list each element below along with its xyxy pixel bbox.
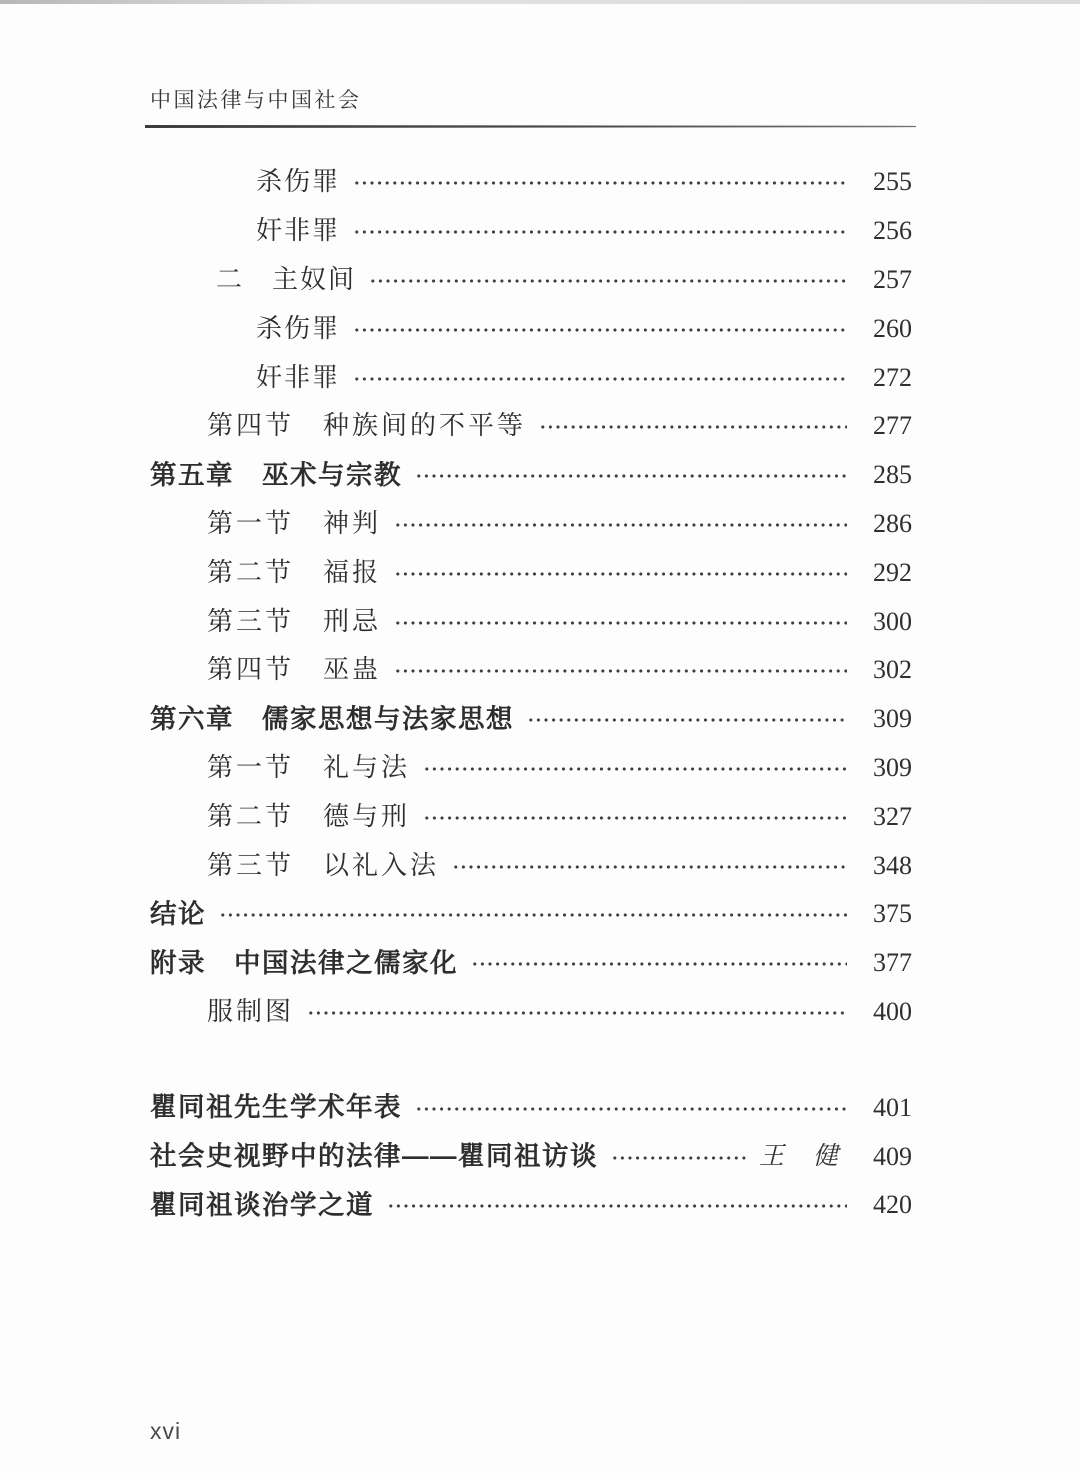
toc-entry-label: 附录 中国法律之儒家化 xyxy=(150,947,458,978)
toc-entry-label: 杀伤罪 xyxy=(256,167,341,197)
dot-leader xyxy=(452,854,847,880)
toc-entry-label: 第三节 刑忌 xyxy=(207,606,382,636)
toc-entry-page-number: 377 xyxy=(873,948,912,978)
toc-entry-page-number: 309 xyxy=(873,752,912,782)
toc-entry xyxy=(150,939,912,988)
toc-entry-page-number: 260 xyxy=(873,313,912,343)
dot-leader xyxy=(219,902,847,928)
toc-entry-label: 瞿同祖谈治学之道 xyxy=(150,1190,374,1221)
dot-leader xyxy=(471,951,847,977)
toc-entry-page-number: 309 xyxy=(873,704,912,734)
toc-entry xyxy=(150,841,912,890)
toc-entry-page-number: 409 xyxy=(873,1141,912,1171)
toc-entry-label: 服制图 xyxy=(207,996,295,1026)
dot-leader xyxy=(539,414,847,440)
toc-entry-page-number: 302 xyxy=(873,655,912,685)
dot-leader xyxy=(369,268,847,294)
toc-entry-page-number: 401 xyxy=(873,1092,912,1122)
toc-entry xyxy=(150,207,912,256)
dot-leader xyxy=(394,610,847,636)
toc-entry xyxy=(150,890,912,939)
toc-entry xyxy=(150,402,912,451)
toc-entry-label: 奸非罪 xyxy=(256,216,341,246)
toc-entry-label: 第五章 巫术与宗教 xyxy=(150,459,402,490)
toc-entry-page-number: 256 xyxy=(873,216,912,246)
toc-entry xyxy=(150,304,912,353)
toc-entry-page-number: 286 xyxy=(873,508,912,538)
toc-entry xyxy=(150,1132,912,1181)
toc-entry xyxy=(150,1083,912,1132)
header-rule xyxy=(145,125,916,128)
toc-entry-page-number: 375 xyxy=(873,899,912,929)
toc-entry-page-number: 400 xyxy=(873,996,912,1026)
toc-entry-page-number: 255 xyxy=(873,167,912,197)
dot-leader xyxy=(394,512,847,538)
toc-entry xyxy=(150,695,912,744)
page-content xyxy=(150,0,912,1230)
toc-entry-page-number: 285 xyxy=(873,460,912,490)
toc-entry-label: 第一节 神判 xyxy=(207,508,382,538)
dot-leader xyxy=(415,1096,847,1122)
toc-entry-label: 第四节 巫蛊 xyxy=(207,655,382,685)
toc-entry xyxy=(150,256,912,305)
toc-entry-page-number: 327 xyxy=(873,801,912,831)
dot-leader xyxy=(353,170,847,196)
dot-leader xyxy=(394,561,847,587)
toc-entry xyxy=(150,451,912,500)
toc-entry-label: 第四节 种族间的不平等 xyxy=(207,411,527,441)
toc-entry xyxy=(150,158,912,207)
toc-entry xyxy=(150,792,912,841)
toc-entry-label: 奸非罪 xyxy=(256,362,341,392)
toc-entry-label: 第六章 儒家思想与法家思想 xyxy=(150,703,514,734)
dot-leader xyxy=(611,1145,746,1171)
toc-entry xyxy=(150,353,912,402)
dot-leader xyxy=(353,366,847,392)
toc-entry-label: 第三节 以礼入法 xyxy=(207,850,440,880)
toc-entry xyxy=(150,744,912,793)
dot-leader xyxy=(387,1193,847,1219)
dot-leader xyxy=(527,707,847,733)
toc-entry-page-number: 257 xyxy=(873,264,912,294)
table-of-contents xyxy=(150,158,912,1230)
toc-entry-label: 结论 xyxy=(150,899,206,930)
toc-entry-page-number: 300 xyxy=(873,606,912,636)
toc-entry xyxy=(150,500,912,549)
toc-entry-label: 杀伤罪 xyxy=(256,313,341,343)
dot-leader xyxy=(353,317,847,343)
toc-entry-label: 第二节 福报 xyxy=(207,557,382,587)
dot-leader xyxy=(423,756,847,782)
dot-leader xyxy=(415,463,847,489)
toc-entry-label: 瞿同祖先生学术年表 xyxy=(150,1092,402,1123)
toc-entry-label: 第二节 德与刑 xyxy=(207,801,411,831)
toc-entry xyxy=(150,597,912,646)
toc-entry xyxy=(150,646,912,695)
toc-entry xyxy=(150,548,912,597)
dot-leader xyxy=(307,1000,847,1026)
toc-entry-page-number: 348 xyxy=(873,850,912,880)
toc-entry-page-number: 277 xyxy=(873,411,912,441)
toc-entry-label: 二 主奴间 xyxy=(216,264,357,294)
toc-entry xyxy=(150,1181,912,1230)
running-header-title: 中国法律与中国社会 xyxy=(150,89,362,112)
toc-entry-page-number: 292 xyxy=(873,557,912,587)
toc-entry xyxy=(150,988,912,1037)
dot-leader xyxy=(423,805,847,831)
toc-entry-author: 王 健 xyxy=(758,1143,840,1171)
footer-page-number: xvi xyxy=(150,1418,182,1444)
toc-entry-label: 社会史视野中的法律——瞿同祖访谈 xyxy=(150,1141,598,1172)
toc-entry-label: 第一节 礼与法 xyxy=(207,752,411,782)
dot-leader xyxy=(394,658,847,684)
toc-entry-page-number: 272 xyxy=(873,362,912,392)
toc-entry-page-number: 420 xyxy=(873,1190,912,1220)
dot-leader xyxy=(353,219,847,245)
